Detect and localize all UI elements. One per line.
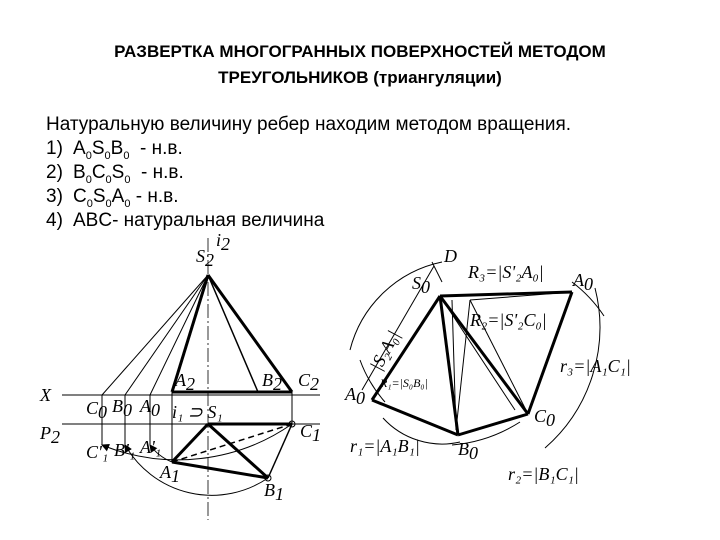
label-p2: P2 — [40, 423, 60, 447]
label-s0: S0 — [412, 273, 430, 297]
label-s2a0: |S₂A₀| — [365, 327, 404, 374]
label-r2: R₂=|S'₂C₀| — [470, 310, 547, 330]
label-a0-left: A0 — [345, 384, 365, 408]
label-b1-prime: B'₁ — [114, 440, 136, 460]
label-a2: A2 — [175, 370, 195, 394]
list-item-1: 1) $A_0S_0B_0 - н.в$. — [46, 138, 183, 162]
label-a0: A0 — [140, 396, 160, 420]
label-r3: R₃=|S'₂A₀| — [468, 262, 544, 282]
slide-title-line-2: ТРЕУГОЛЬНИКОВ (триангуляции) — [218, 68, 502, 87]
label-x: X — [40, 385, 51, 405]
development-labels — [344, 246, 631, 484]
label-b0: B0 — [112, 396, 132, 420]
label-a0-top: A0 — [573, 270, 593, 294]
label-c0: C0 — [86, 398, 108, 422]
label-r3-side: r₃=|A₁C₁| — [560, 356, 631, 376]
label-r1-side: r₁=|A₁B₁| — [350, 436, 420, 456]
label-c2: C2 — [298, 370, 320, 394]
label-b2: B2 — [262, 370, 282, 394]
label-s2: S2 — [196, 246, 214, 270]
list-item-3: 3) $C_0S_0A_0 - н.в$. — [46, 186, 179, 210]
list-item-4: 4) ABC- натуральная величина — [46, 210, 325, 231]
label-c0-dev: C0 — [534, 406, 556, 430]
list-item-2: 2) $B_0C_0S_0 - н.в$. — [46, 162, 184, 186]
label-r2-side: r₂=|B₁C₁| — [508, 464, 579, 484]
label-r1: R₁=|S₀B₀| — [380, 376, 428, 390]
slide-title-line-1: РАЗВЕРТКА МНОГОГРАННЫХ ПОВЕРХНОСТЕЙ МЕТОДОМ — [114, 42, 606, 61]
label-b1: B1 — [264, 480, 284, 504]
label-c1-prime: C'₁ — [86, 442, 109, 462]
label-d: D — [444, 246, 457, 266]
intro-text: Натуральную величину ребер находим методом вращения. — [46, 114, 572, 135]
label-a1: A1 — [160, 462, 180, 486]
label-i1-s1: i₁ ⊃ S₁ — [172, 402, 223, 422]
label-a1-prime: A'₁ — [140, 437, 162, 457]
label-b0-dev: B0 — [458, 439, 478, 463]
label-c1: C1 — [300, 421, 322, 445]
label-i2: i2 — [216, 230, 231, 254]
